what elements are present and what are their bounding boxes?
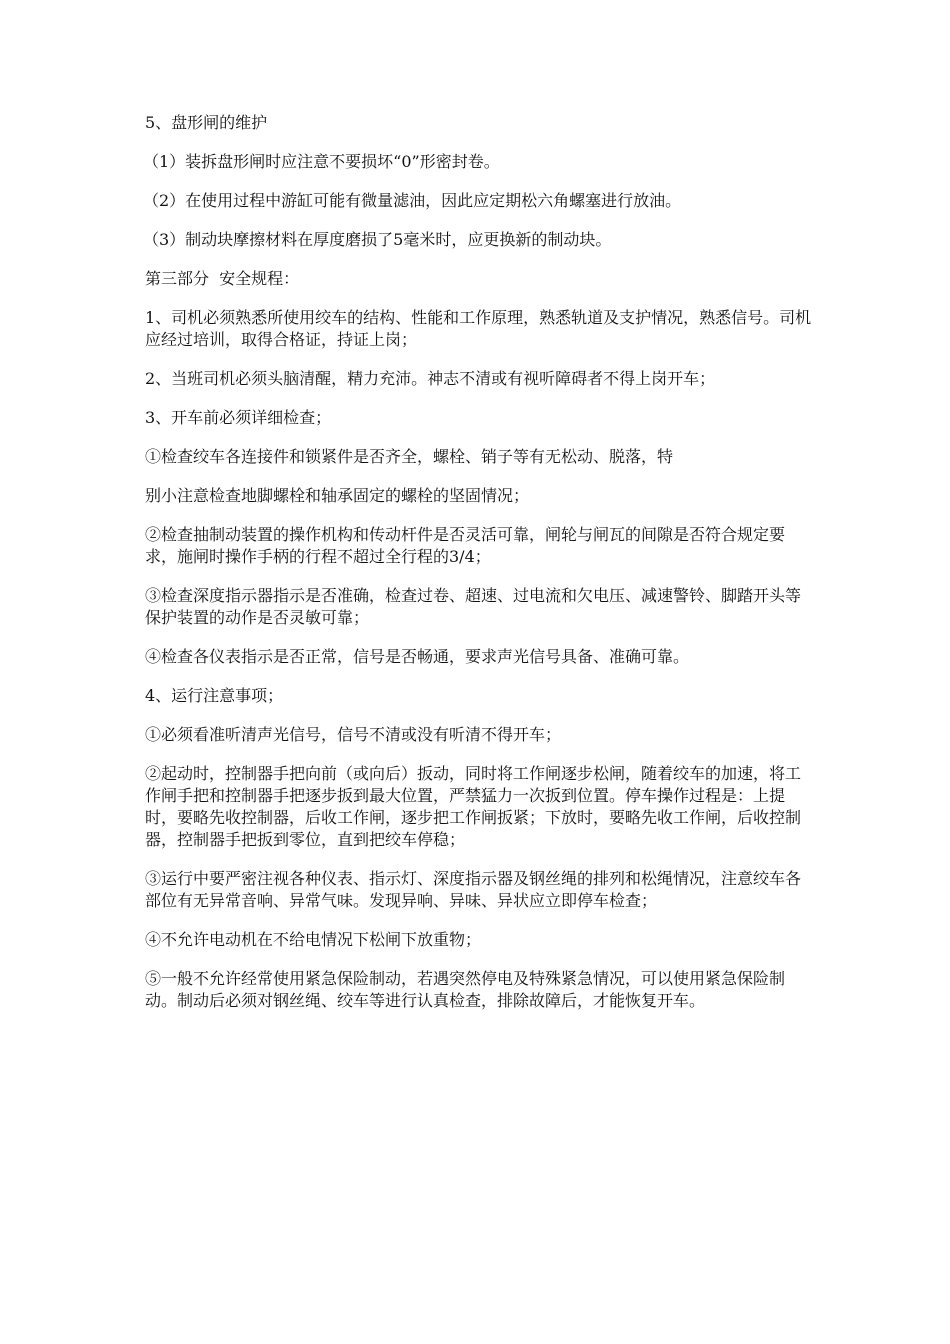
paragraph-item-3: （3）制动块摩擦材料在厚度磨损了5毫米时，应更换新的制动块。	[143, 230, 612, 249]
paragraph-rule-2: 2、当班司机必须头脑清醒，精力充沛。神志不清或有视听障碍者不得上岗开车；	[145, 369, 716, 388]
paragraph-operation-2: ②起动时，控制器手把向前（或向后）扳动，同时将工作闸逐步松闸，随着绞车的加速，将工作闸手把和控制器手把逐步扳到最大位置，严禁猛力一次扳到位置。停车操作过程是：上提时，要略先收控制器，后收工作闸，逐步把工作闸扳紧；下放时，要略先收工作闸，后收控制器，控制器手把扳到零位，直到把绞车停稳；	[145, 764, 802, 849]
paragraph-check-2: ②检查抽制动装置的操作机构和传动杆件是否灵活可靠，闸轮与闸瓦的间隙是否符合规定要求，施闸时操作手柄的行程不超过全行程的3/4；	[145, 525, 786, 566]
paragraph-check-1-line-1: ①检查绞车各连接件和锁紧件是否齐全，螺栓、销子等有无松动、脱落，特	[145, 447, 674, 466]
paragraph-operation-4: ④不允许电动机在不给电情况下松闸下放重物；	[145, 930, 482, 949]
part-heading-safety-rules: 第三部分 安全规程：	[145, 269, 300, 288]
paragraph-check-1-line-2: 别小注意检查地脚螺栓和轴承固定的螺栓的坚固情况；	[145, 486, 530, 505]
paragraph-item-1: （1）装拆盘形闸时应注意不要损坏“0”形密封卷。	[143, 152, 500, 171]
paragraph-check-3: ③检查深度指示器指示是否准确，检查过卷、超速、过电流和欠电压、减速警铃、脚踏开头等保护装置的动作是否灵敏可靠；	[145, 586, 802, 627]
paragraph-operation-5: ⑤一般不允许经常使用紧急保险制动，若遇突然停电及特殊紧急情况，可以使用紧急保险制动。制动后必须对钢丝绳、绞车等进行认真检查，排除故障后，才能恢复开车。	[145, 969, 786, 1010]
section-heading-disc-brake: 5、盘形闸的维护	[145, 113, 268, 132]
paragraph-check-4: ④检查各仪表指示是否正常，信号是否畅通，要求声光信号具备、准确可靠。	[145, 647, 690, 666]
paragraph-rule-4: 4、运行注意事项；	[145, 686, 284, 705]
paragraph-operation-3: ③运行中要严密注视各种仪表、指示灯、深度指示器及钢丝绳的排列和松绳情况，注意绞车各部位有无异常音响、异常气味。发现异响、异味、异状应立即停车检查；	[145, 869, 802, 910]
paragraph-item-2: （2）在使用过程中游缸可能有微量滤油，因此应定期松六角螺塞进行放油。	[143, 191, 682, 210]
paragraph-rule-1: 1、司机必须熟悉所使用绞车的结构、性能和工作原理，熟悉轨道及支护情况，熟悉信号。司机应经过培训，取得合格证，持证上岗；	[145, 308, 812, 349]
paragraph-rule-3: 3、开车前必须详细检查；	[145, 408, 332, 427]
document-body	[145, 112, 815, 1029]
paragraph-operation-1: ①必须看准听清声光信号，信号不清或没有听清不得开车；	[145, 725, 562, 744]
